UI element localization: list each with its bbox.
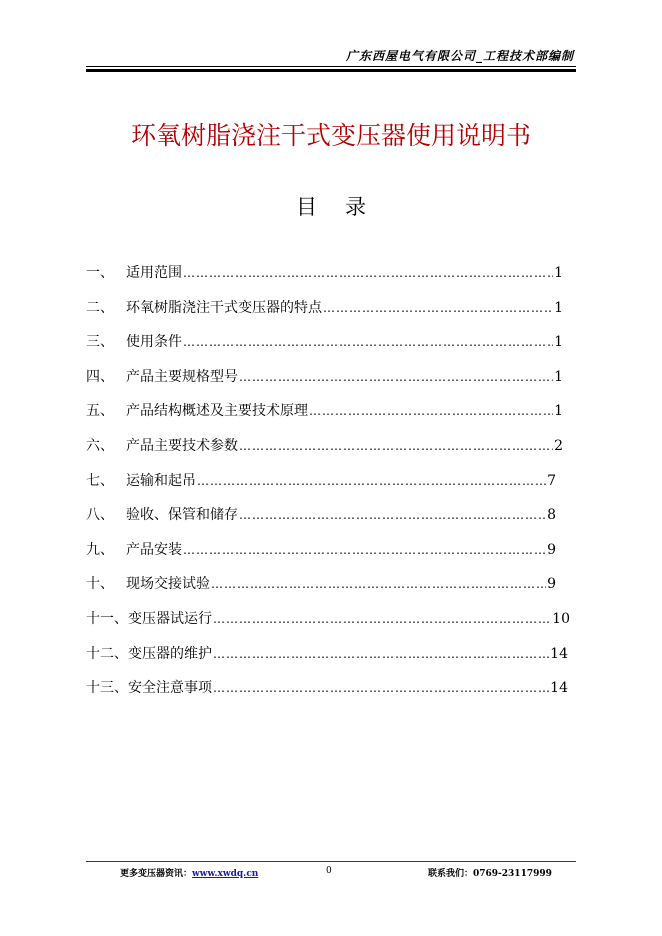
toc-entry[interactable]: [86, 297, 563, 319]
toc-leader-dots: [213, 681, 549, 695]
toc-entry-label: 使用条件: [126, 334, 182, 351]
toc-entry-label: 验收、保管和储存: [126, 507, 238, 524]
toc-leader-dots: [183, 266, 553, 280]
toc-entry[interactable]: [86, 331, 563, 353]
toc-entry[interactable]: [86, 573, 556, 595]
toc-entry-page: 1: [554, 368, 563, 385]
toc-entry[interactable]: [86, 366, 563, 388]
toc-entry-number: 十二、: [86, 645, 128, 662]
toc-entry-number: 九、: [86, 541, 114, 558]
toc-entry[interactable]: [86, 539, 556, 561]
toc-entry-page: 14: [550, 645, 568, 662]
toc-heading: 目录: [296, 195, 394, 219]
toc-entry-page: 7: [547, 472, 556, 489]
toc-leader-dots: [213, 647, 549, 661]
toc-entry-number: 八、: [86, 507, 114, 524]
toc-entry-number: 六、: [86, 438, 114, 454]
header-rule-thick: [86, 69, 576, 72]
footer-more-info: [120, 866, 258, 879]
toc-leader-dots: [183, 543, 546, 557]
footer-contact: 联系我们：0769-23117999: [428, 869, 552, 879]
footer-page-number: 0: [326, 866, 332, 876]
toc-entry-number: 二、: [86, 299, 114, 316]
toc-entry[interactable]: [86, 435, 563, 457]
toc-leader-dots: [323, 301, 553, 315]
document-title: 环氧树脂浇注干式变压器使用说明书: [130, 121, 531, 150]
toc-leader-dots: [197, 474, 546, 488]
toc-entry-page: 8: [547, 507, 556, 524]
toc-leader-dots: [239, 508, 546, 522]
toc-entry-number: 十一、: [86, 611, 128, 627]
toc-entry-label: 环氧树脂浇注干式变压器的特点: [126, 299, 322, 316]
toc-entry-number: 十三、: [86, 680, 128, 697]
toc-entry-page: 1: [554, 299, 563, 316]
footer-website-link[interactable]: www.xwdq.cn: [192, 869, 259, 879]
toc-entry-number: 十、: [86, 576, 114, 593]
toc-entry-page: 14: [550, 680, 568, 697]
toc-entry-label: 产品主要技术参数: [126, 438, 238, 454]
toc-entry-label: 产品结构概述及主要技术原理: [126, 403, 308, 420]
footer-more-label: 更多变压器资讯：: [120, 869, 193, 879]
toc-leader-dots: [239, 439, 553, 453]
toc-entry-page: 2: [554, 438, 563, 454]
toc-leader-dots: [239, 370, 553, 384]
toc-entry[interactable]: [86, 608, 570, 630]
toc-entry-label: 运输和起吊: [126, 472, 196, 489]
toc-entry-page: 1: [554, 403, 563, 420]
toc-entry-label: 产品安装: [126, 541, 182, 558]
toc-entry-page: 10: [552, 611, 570, 627]
toc-entry[interactable]: [86, 504, 556, 526]
toc-entry-number: 三、: [86, 334, 114, 351]
toc-entry-label: 现场交接试验: [126, 576, 210, 593]
toc-entry-label: 安全注意事项: [128, 680, 212, 697]
toc-entry[interactable]: [86, 677, 568, 699]
toc-entry-number: 五、: [86, 403, 114, 420]
toc-entry-label: 变压器的维护: [128, 645, 212, 662]
toc-entry-number: 七、: [86, 472, 114, 489]
toc-entry-number: 一、: [86, 265, 114, 281]
toc-entry[interactable]: [86, 643, 568, 665]
toc-entry-page: 1: [554, 265, 563, 281]
toc-entry-label: 适用范围: [126, 265, 182, 281]
toc-leader-dots: [211, 577, 546, 591]
toc-leader-dots: [183, 335, 553, 349]
toc-entry-page: 9: [547, 541, 556, 558]
header-company: 广东西屋电气有限公司_工程技术部编制: [345, 49, 574, 63]
header-rule-thin: [86, 66, 576, 67]
toc-entry-page: 9: [547, 576, 556, 593]
toc-entry-number: 四、: [86, 368, 114, 385]
toc-entry[interactable]: [86, 470, 556, 492]
toc-entry-page: 1: [554, 334, 563, 351]
toc-entry[interactable]: [86, 262, 563, 284]
toc-entry[interactable]: [86, 400, 563, 422]
toc-entry-label: 变压器试运行: [128, 611, 212, 627]
toc-leader-dots: [213, 612, 551, 626]
footer-rule: [86, 861, 576, 862]
toc-leader-dots: [309, 404, 553, 418]
toc-entry-label: 产品主要规格型号: [126, 368, 238, 385]
